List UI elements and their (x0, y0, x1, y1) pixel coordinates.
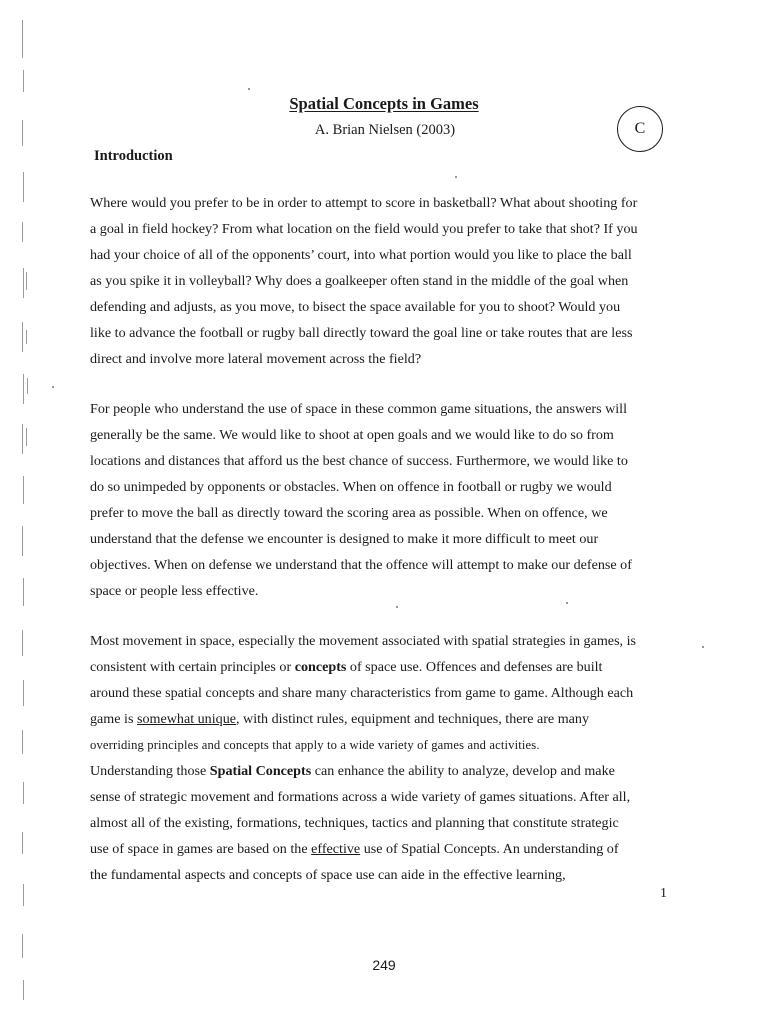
text-line: prefer to move the ball as directly toward the scoring area as possible. When on offence, we (90, 505, 608, 521)
text-run: use of space in games are based on the (90, 841, 312, 857)
text-line: like to advance the football or rugby ball directly toward the goal line or take routes that are less (90, 325, 633, 341)
text-run: use of Spatial Concepts. An understanding of (360, 841, 619, 857)
scan-margin-artifacts (18, 0, 38, 1024)
text-line: Where would you prefer to be in order to attempt to score in basketball? What about shooting for (90, 195, 638, 211)
bold-term-concepts: concepts (294, 659, 347, 675)
text-line (90, 654, 680, 680)
scan-speck (702, 646, 704, 648)
text-line: almost all of the existing, formations, techniques, tactics and planning that constitute strategic (90, 815, 619, 831)
text-line: sense of strategic movement and formations across a wide variety of games situations. After all, (90, 789, 631, 805)
text-line: space or people less effective. (90, 583, 259, 599)
author-text: A. Brian Nielsen (2003) (314, 122, 456, 138)
text-run: Understanding those (90, 763, 210, 779)
text-line: objectives. When on defense we understand that the offence will attempt to make our defense of (90, 557, 632, 573)
text-line: around these spatial concepts and share many characteristics from game to game. Although each (90, 685, 634, 701)
text-line: direct and involve more lateral movement across the field? (90, 351, 422, 367)
section-heading: Introduction (94, 148, 173, 164)
text-line: defending and adjusts, as you move, to bisect the space available for you to shoot? Would you (90, 299, 621, 315)
footer-page-number: 249 (372, 957, 396, 973)
paragraph-1 (90, 190, 680, 372)
scan-speck (52, 386, 54, 388)
text-line (90, 706, 680, 732)
text-line: a goal in field hockey? From what location on the field would you prefer to take that shot? If you (90, 221, 638, 237)
scan-speck (248, 88, 250, 90)
text-run: can enhance the ability to analyze, develop and make (311, 763, 615, 779)
text-line: locations and distances that afford us the best chance of success. Furthermore, we would like to (90, 453, 628, 469)
circled-letter: C (634, 120, 646, 137)
scan-speck (396, 606, 398, 608)
scan-speck (455, 176, 457, 178)
text-line: do so unimpeded by opponents or obstacles. When on offence in football or rugby we would (90, 479, 612, 495)
text-run: of space use. Offences and defenses are built (346, 659, 603, 675)
text-line: had your choice of all of the opponents’ court, into what portion would you like to place the ball (90, 247, 632, 263)
text-run: game is (90, 711, 137, 727)
text-line (90, 836, 680, 862)
paragraph-3 (90, 628, 680, 888)
text-line: For people who understand the use of space in these common game situations, the answers will (90, 401, 628, 417)
text-line: understand that the defense we encounter is designed to make it more difficult to meet our (90, 531, 599, 547)
text-line: Most movement in space, especially the movement associated with spatial strategies in games, is (90, 633, 636, 649)
document-title-text: Spatial Concepts in Games (289, 94, 479, 113)
text-line: the fundamental aspects and concepts of space use can aide in the effective learning, (90, 867, 566, 883)
text-run: , with distinct rules, equipment and techniques, there are many (236, 711, 590, 727)
inner-page-number: 1 (660, 886, 667, 901)
paragraph-2 (90, 396, 680, 604)
text-line: overriding principles and concepts that apply to a wide variety of games and activities. (90, 738, 540, 752)
text-line: generally be the same. We would like to shoot at open goals and we would like to do so from (90, 427, 614, 443)
underlined-phrase: somewhat unique (136, 711, 236, 727)
text-line (90, 758, 680, 784)
text-line: as you spike it in volleyball? Why does a goalkeeper often stand in the middle of the goal when (90, 273, 629, 289)
circled-letter-mark (617, 106, 663, 152)
bold-term-spatial-concepts: Spatial Concepts (209, 763, 312, 779)
underlined-word: effective (311, 841, 361, 857)
text-run: consistent with certain principles or (90, 659, 295, 675)
